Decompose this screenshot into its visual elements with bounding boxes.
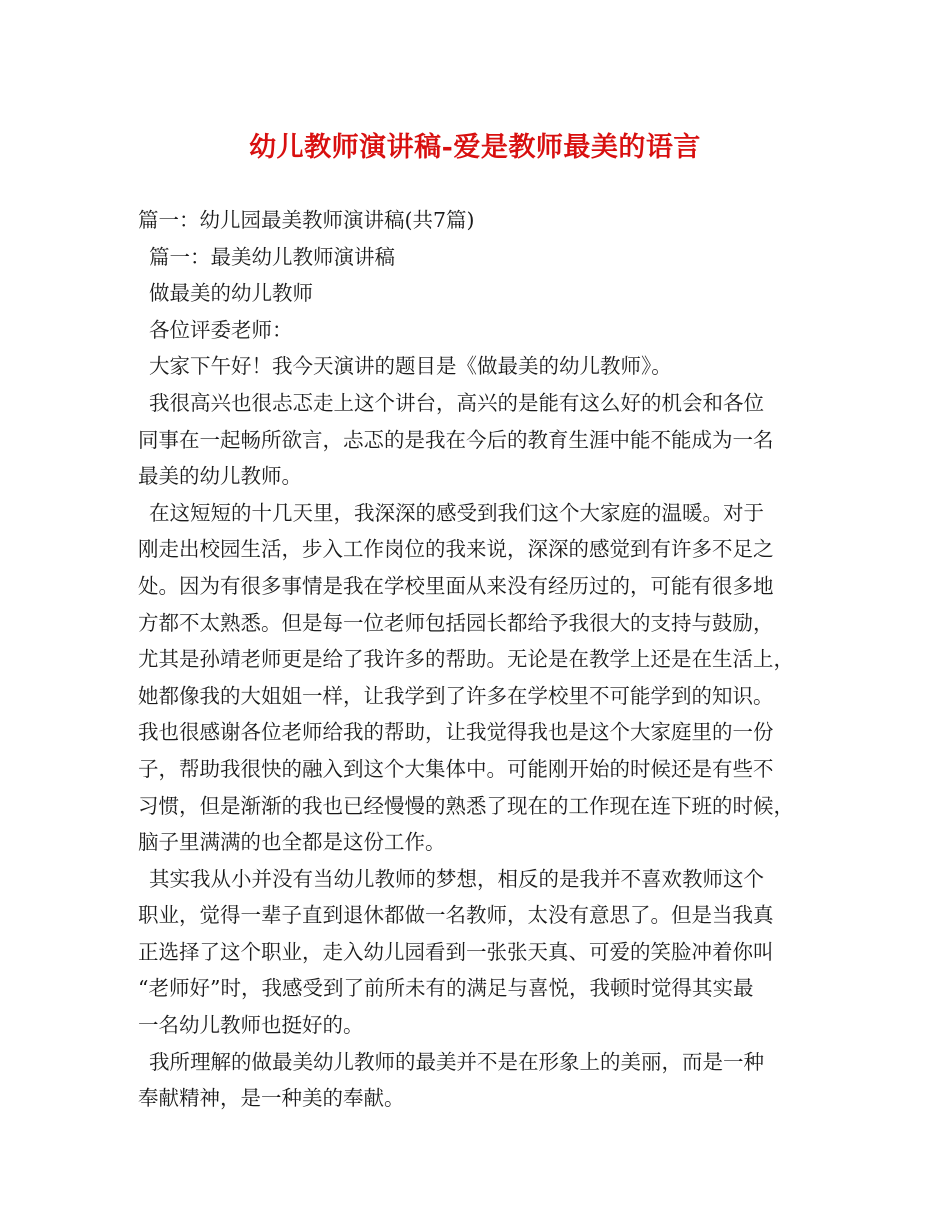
text-line: 方都不太熟悉。但是每一位老师包括园长都给予我很大的支持与鼓励， xyxy=(138,610,774,635)
text-line: 处。因为有很多事情是我在学校里面从来没有经历过的，可能有很多地 xyxy=(138,573,774,598)
text-line: 大家下午好！我今天演讲的题目是《做最美的幼儿教师》。 xyxy=(149,354,672,379)
text-line: 刚走出校园生活，步入工作岗位的我来说，深深的感觉到有许多不足之 xyxy=(138,537,774,562)
text-line: 正选择了这个职业，走入幼儿园看到一张张天真、可爱的笑脸冲着你叫 xyxy=(138,939,774,964)
document-body xyxy=(138,202,828,1117)
text-line: 做最美的幼儿教师 xyxy=(149,281,313,306)
text-line: 子，帮助我很快的融入到这个大集体中。可能刚开始的时候还是有些不 xyxy=(138,756,774,781)
text-line: 一名幼儿教师也挺好的。 xyxy=(138,1013,364,1038)
text-line: 最美的幼儿教师。 xyxy=(138,464,302,489)
text-line: 各位评委老师： xyxy=(149,317,293,342)
text-line: 职业，觉得一辈子直到退休都做一名教师，太没有意思了。但是当我真 xyxy=(138,903,774,928)
text-line: 同事在一起畅所欲言，忐忑的是我在今后的教育生涯中能不能成为一名 xyxy=(138,427,774,452)
text-line: 篇一：幼儿园最美教师演讲稿(共7篇) xyxy=(138,208,475,232)
text-line: 脑子里满满的也全都是这份工作。 xyxy=(138,830,446,855)
text-line: 习惯，但是渐渐的我也已经慢慢的熟悉了现在的工作现在连下班的时候， xyxy=(138,793,794,818)
text-line: 她都像我的大姐姐一样，让我学到了许多在学校里不可能学到的知识。 xyxy=(138,683,774,708)
text-line: 其实我从小并没有当幼儿教师的梦想，相反的是我并不喜欢教师这个 xyxy=(149,866,764,891)
text-line: 我也很感谢各位老师给我的帮助，让我觉得我也是这个大家庭里的一份 xyxy=(138,720,774,745)
text-line: 在这短短的十几天里，我深深的感受到我们这个大家庭的温暖。对于 xyxy=(149,500,764,525)
text-line: 篇一：最美幼儿教师演讲稿 xyxy=(149,244,395,269)
text-line: 我所理解的做最美幼儿教师的最美并不是在形象上的美丽，而是一种 xyxy=(149,1049,764,1074)
text-line: 尤其是孙靖老师更是给了我许多的帮助。无论是在教学上还是在生活上， xyxy=(138,647,794,672)
document-title: 幼儿教师演讲稿-爱是教师最美的语言 xyxy=(249,132,701,163)
text-line: 我很高兴也很忐忑走上这个讲台，高兴的是能有这么好的机会和各位 xyxy=(149,390,764,415)
text-line: “老师好”时，我感受到了前所未有的满足与喜悦，我顿时觉得其实最 xyxy=(138,976,754,1001)
text-line: 奉献精神，是一种美的奉献。 xyxy=(138,1086,405,1111)
